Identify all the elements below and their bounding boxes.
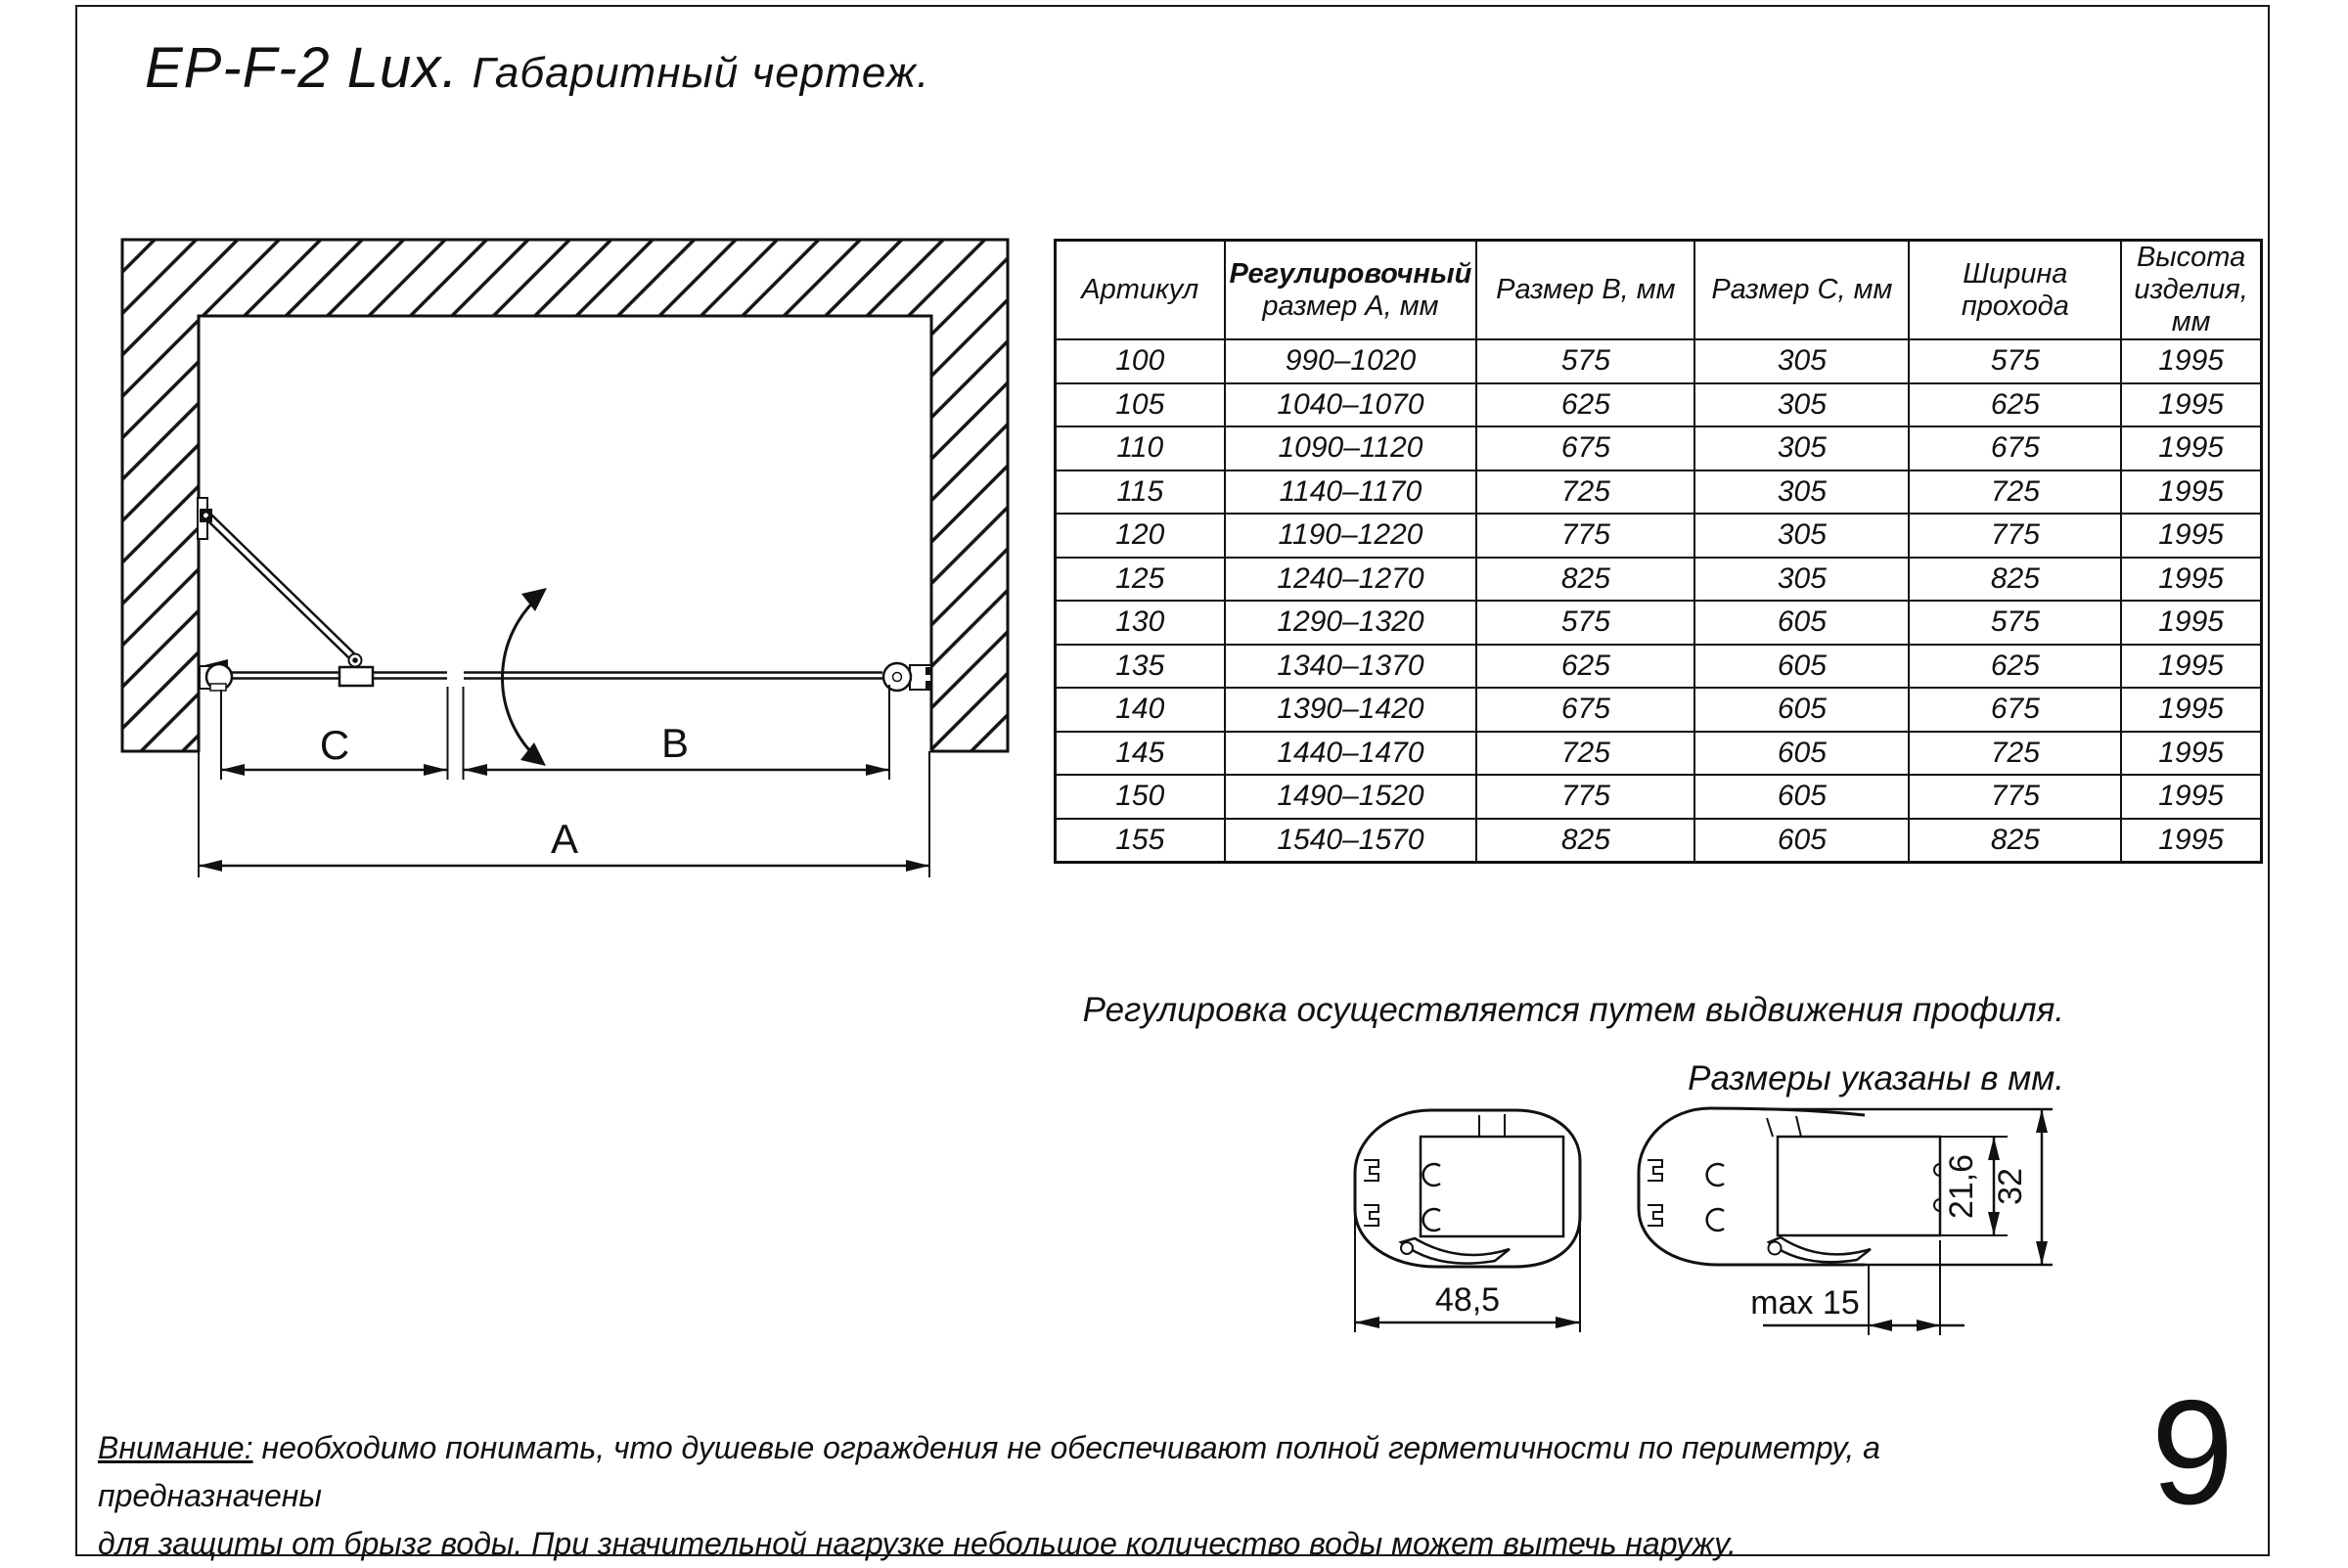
table-cell: 1490–1520: [1225, 775, 1477, 819]
table-cell: 605: [1694, 819, 1909, 863]
table-cell: 825: [1476, 819, 1694, 863]
table-cell: 625: [1909, 645, 2121, 689]
table-cell: 575: [1476, 339, 1694, 383]
table-row: [1056, 426, 2262, 470]
table-cell: 1995: [2121, 645, 2261, 689]
table-cell: 675: [1909, 688, 2121, 732]
table-row: [1056, 732, 2262, 776]
page-number: 9: [2150, 1369, 2235, 1536]
door-hinge-plate: [198, 498, 212, 539]
table-cell: 140: [1056, 688, 1225, 732]
table-cell: 1440–1470: [1225, 732, 1477, 776]
table-row: [1056, 470, 2262, 515]
table-cell: 625: [1909, 383, 2121, 427]
product-model: EP-F-2 Lux.: [145, 36, 459, 100]
dimension-c: [221, 687, 448, 780]
left-wall-profile: [200, 659, 232, 691]
table-cell: 1240–1270: [1225, 558, 1477, 602]
table-cell: 575: [1909, 339, 2121, 383]
table-row: [1056, 688, 2262, 732]
dimension-b: [464, 685, 890, 780]
table-cell: 725: [1476, 732, 1694, 776]
table-cell: 605: [1694, 775, 1909, 819]
warning-label: Внимание:: [98, 1430, 253, 1465]
table-cell: 725: [1909, 732, 2121, 776]
table-cell: 1390–1420: [1225, 688, 1477, 732]
table-header-row: [1056, 241, 2262, 340]
table-cell: 1140–1170: [1225, 470, 1477, 515]
table-row: [1056, 558, 2262, 602]
table-cell: 775: [1476, 775, 1694, 819]
table-row: [1056, 819, 2262, 863]
table-cell: 1995: [2121, 470, 2261, 515]
size-table-body: [1056, 339, 2262, 862]
table-cell: 1995: [2121, 688, 2261, 732]
title-caption: Габаритный чертеж.: [472, 49, 930, 97]
table-cell: 1995: [2121, 601, 2261, 645]
table-cell: 145: [1056, 732, 1225, 776]
table-row: [1056, 645, 2262, 689]
warning-line2: для защиты от брызг воды. При значительной нагрузке небольшое количество воды может вытечь наружу.: [98, 1526, 1737, 1561]
adjustment-note-line1: Регулировка осуществляется путем выдвижения профиля.: [1082, 991, 2064, 1029]
table-cell: 135: [1056, 645, 1225, 689]
table-cell: 1995: [2121, 775, 2261, 819]
table-cell: 675: [1909, 426, 2121, 470]
table-cell: 990–1020: [1225, 339, 1477, 383]
col-article: Артикул: [1056, 241, 1225, 340]
table-row: [1056, 601, 2262, 645]
folding-door-panel: [206, 515, 373, 686]
table-cell: 1995: [2121, 558, 2261, 602]
table-cell: 625: [1476, 645, 1694, 689]
table-cell: 1995: [2121, 514, 2261, 558]
table-cell: 775: [1476, 514, 1694, 558]
col-pass-width: Ширина прохода: [1909, 241, 2121, 340]
table-row: [1056, 339, 2262, 383]
table-cell: 305: [1694, 514, 1909, 558]
table-cell: 305: [1694, 383, 1909, 427]
table-row: [1056, 383, 2262, 427]
table-cell: 675: [1476, 688, 1694, 732]
adjustment-note: [1076, 976, 2064, 1113]
right-wall-profile: [883, 663, 931, 691]
dim-c-label: C: [319, 722, 350, 768]
table-cell: 725: [1476, 470, 1694, 515]
table-cell: 775: [1909, 514, 2121, 558]
table-cell: 1290–1320: [1225, 601, 1477, 645]
table-cell: 155: [1056, 819, 1225, 863]
table-cell: 1340–1370: [1225, 645, 1477, 689]
table-row: [1056, 514, 2262, 558]
table-cell: 775: [1909, 775, 2121, 819]
table-cell: 1995: [2121, 819, 2261, 863]
table-cell: 605: [1694, 732, 1909, 776]
table-cell: 575: [1476, 601, 1694, 645]
adjustment-note-line2: Размеры указаны в мм.: [1688, 1059, 2064, 1098]
table-cell: 1040–1070: [1225, 383, 1477, 427]
table-cell: 605: [1694, 601, 1909, 645]
dimension-a: [199, 816, 929, 872]
profile-outer-dim: 32: [1992, 1168, 2029, 1205]
table-cell: 725: [1909, 470, 2121, 515]
table-cell: 1540–1570: [1225, 819, 1477, 863]
table-cell: 575: [1909, 601, 2121, 645]
profile-section-closed: [1355, 1110, 1580, 1332]
table-cell: 825: [1476, 558, 1694, 602]
col-size-a: Регулировочный размер А, мм: [1225, 241, 1477, 340]
table-cell: 1190–1220: [1225, 514, 1477, 558]
table-cell: 100: [1056, 339, 1225, 383]
table-cell: 130: [1056, 601, 1225, 645]
profile-section-extended: [1639, 1108, 2053, 1335]
table-row: [1056, 775, 2262, 819]
warning-note: [98, 1424, 2015, 1568]
table-cell: 605: [1694, 645, 1909, 689]
size-table: [1054, 239, 2263, 864]
warning-line1: Внимание: необходимо понимать, что душевые ограждения не обеспечивают полной герметичности по периметру, а предназначены: [98, 1430, 1880, 1513]
table-cell: 305: [1694, 558, 1909, 602]
table-cell: 150: [1056, 775, 1225, 819]
table-cell: 625: [1476, 383, 1694, 427]
table-cell: 305: [1694, 470, 1909, 515]
col-size-c: Размер С, мм: [1694, 241, 1909, 340]
door-swing-arrow: [502, 588, 547, 766]
table-cell: 120: [1056, 514, 1225, 558]
table-cell: 1090–1120: [1225, 426, 1477, 470]
table-cell: 605: [1694, 688, 1909, 732]
table-cell: 110: [1056, 426, 1225, 470]
table-cell: 1995: [2121, 383, 2261, 427]
table-cell: 1995: [2121, 426, 2261, 470]
profile-inner-dim: 21,6: [1943, 1153, 1980, 1220]
table-cell: 105: [1056, 383, 1225, 427]
profile-width-dim: 48,5: [1434, 1281, 1501, 1319]
table-cell: 305: [1694, 426, 1909, 470]
table-cell: 1995: [2121, 732, 2261, 776]
col-product-height: Высота изделия, мм: [2121, 241, 2261, 340]
table-cell: 305: [1694, 339, 1909, 383]
table-cell: 125: [1056, 558, 1225, 602]
table-cell: 675: [1476, 426, 1694, 470]
table-cell: 1995: [2121, 339, 2261, 383]
table-cell: 825: [1909, 558, 2121, 602]
col-size-b: Размер В, мм: [1476, 241, 1694, 340]
table-cell: 825: [1909, 819, 2121, 863]
glass-panels: [232, 673, 882, 679]
table-cell: 115: [1056, 470, 1225, 515]
profile-max-dim: max 15: [1750, 1284, 1860, 1322]
dim-b-label: B: [660, 720, 690, 766]
dim-a-label: A: [550, 816, 579, 862]
